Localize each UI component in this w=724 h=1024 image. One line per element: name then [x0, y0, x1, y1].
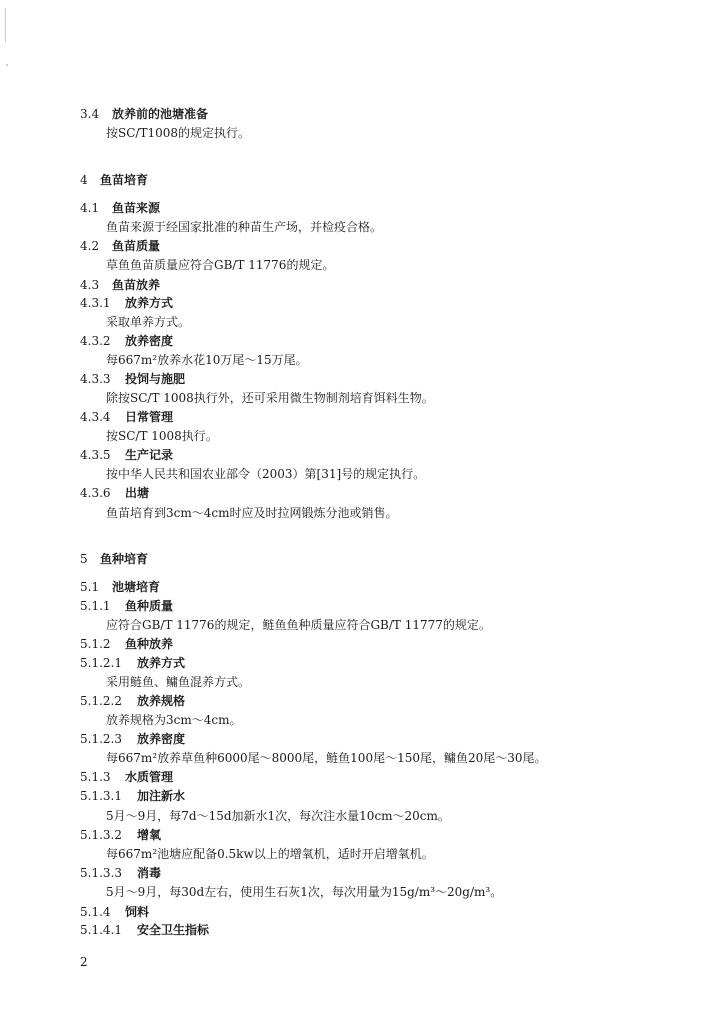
- section-number: 5.1.4: [80, 905, 111, 919]
- paragraph-text: 鱼苗来源于经国家批准的种苗生产场，并检疫合格。: [106, 220, 383, 234]
- paragraph-text: 按中华人民共和国农业部令（2003）第[31]号的规定执行。: [106, 467, 426, 481]
- section-title: 放养前的池塘准备: [112, 107, 209, 121]
- section-number: 4.3.6: [80, 486, 111, 500]
- section-title: 放养密度: [125, 334, 174, 348]
- section-number: 5.1: [80, 580, 100, 594]
- section-title: 饲料: [125, 905, 150, 919]
- section-number: 4.1: [80, 201, 100, 215]
- section-title: 鱼苗质量: [112, 239, 161, 253]
- scan-dot: [6, 64, 8, 66]
- paragraph-text: 5月～9月，每7d～15d加新水1次，每次注水量10cm～20cm。: [106, 809, 450, 823]
- section-title: 鱼种培育: [100, 552, 149, 566]
- section-number: 4.3.4: [80, 410, 111, 424]
- paragraph-text: 按SC/T1008的规定执行。: [106, 126, 250, 140]
- section-number: 5.1.4.1: [80, 923, 122, 937]
- section-title: 加注新水: [137, 789, 186, 803]
- paragraph-text: 每667m²放养草鱼种6000尾～8000尾，鲢鱼100尾～150尾，鳙鱼20尾～30尾。: [106, 751, 547, 765]
- section-title: 放养规格: [137, 694, 186, 708]
- section-title: 增氧: [137, 828, 162, 842]
- section-number: 5.1.3.3: [80, 866, 122, 880]
- section-number: 4.3.3: [80, 372, 111, 386]
- section-number: 4.3.2: [80, 334, 111, 348]
- section-number: 5.1.2.3: [80, 732, 122, 746]
- paragraph-text: 放养规格为3cm～4cm。: [106, 713, 242, 727]
- section-number: 4.3.1: [80, 296, 111, 310]
- paragraph-text: 应符合GB/T 11776的规定，鲢鱼鱼种质量应符合GB/T 11777的规定。: [106, 618, 491, 632]
- section-title: 投饲与施肥: [125, 372, 186, 386]
- section-number: 3.4: [80, 107, 100, 121]
- section-title: 鱼种放养: [125, 637, 174, 651]
- section-title: 鱼种质量: [125, 599, 174, 613]
- scan-edge-mark: [5, 8, 6, 42]
- section-title: 池塘培育: [112, 580, 161, 594]
- section-number: 4: [80, 173, 88, 187]
- section-title: 水质管理: [125, 770, 174, 784]
- section-title: 生产记录: [125, 448, 174, 462]
- section-title: 放养密度: [137, 732, 186, 746]
- section-title: 放养方式: [125, 296, 174, 310]
- section-number: 5: [80, 552, 88, 566]
- paragraph-text: 草鱼鱼苗质量应符合GB/T 11776的规定。: [106, 258, 335, 272]
- section-number: 5.1.3.2: [80, 828, 122, 842]
- section-title: 安全卫生指标: [137, 923, 210, 937]
- section-number: 5.1.2: [80, 637, 111, 651]
- paragraph-text: 每667m²池塘应配备0.5kw以上的增氧机，适时开启增氧机。: [106, 847, 434, 861]
- section-title: 鱼苗来源: [112, 201, 161, 215]
- section-number: 5.1.2.2: [80, 694, 122, 708]
- page-number: 2: [80, 955, 88, 969]
- paragraph-text: 除按SC/T 1008执行外，还可采用微生物制剂培育饵料生物。: [106, 391, 434, 405]
- section-title: 放养方式: [137, 656, 186, 670]
- paragraph-text: 采用鲢鱼、鳙鱼混养方式。: [106, 675, 251, 689]
- section-number: 4.2: [80, 239, 100, 253]
- section-number: 5.1.2.1: [80, 656, 122, 670]
- section-title: 出塘: [125, 486, 150, 500]
- paragraph-text: 5月～9月，每30d左右，使用生石灰1次，每次用量为15g/m³～20g/m³。: [106, 885, 503, 899]
- section-number: 4.3: [80, 278, 100, 292]
- section-title: 日常管理: [125, 410, 174, 424]
- section-number: 5.1.3: [80, 770, 111, 784]
- section-number: 5.1.3.1: [80, 789, 122, 803]
- section-title: 鱼苗放养: [112, 278, 161, 292]
- section-number: 4.3.5: [80, 448, 111, 462]
- section-title: 鱼苗培育: [100, 173, 149, 187]
- paragraph-text: 采取单养方式。: [106, 315, 191, 329]
- paragraph-text: 鱼苗培育到3cm～4cm时应及时拉网锻炼分池或销售。: [106, 506, 398, 520]
- paragraph-text: 每667m²放养水花10万尾～15万尾。: [106, 353, 308, 367]
- section-number: 5.1.1: [80, 599, 111, 613]
- section-title: 消毒: [137, 866, 162, 880]
- paragraph-text: 按SC/T 1008执行。: [106, 429, 218, 443]
